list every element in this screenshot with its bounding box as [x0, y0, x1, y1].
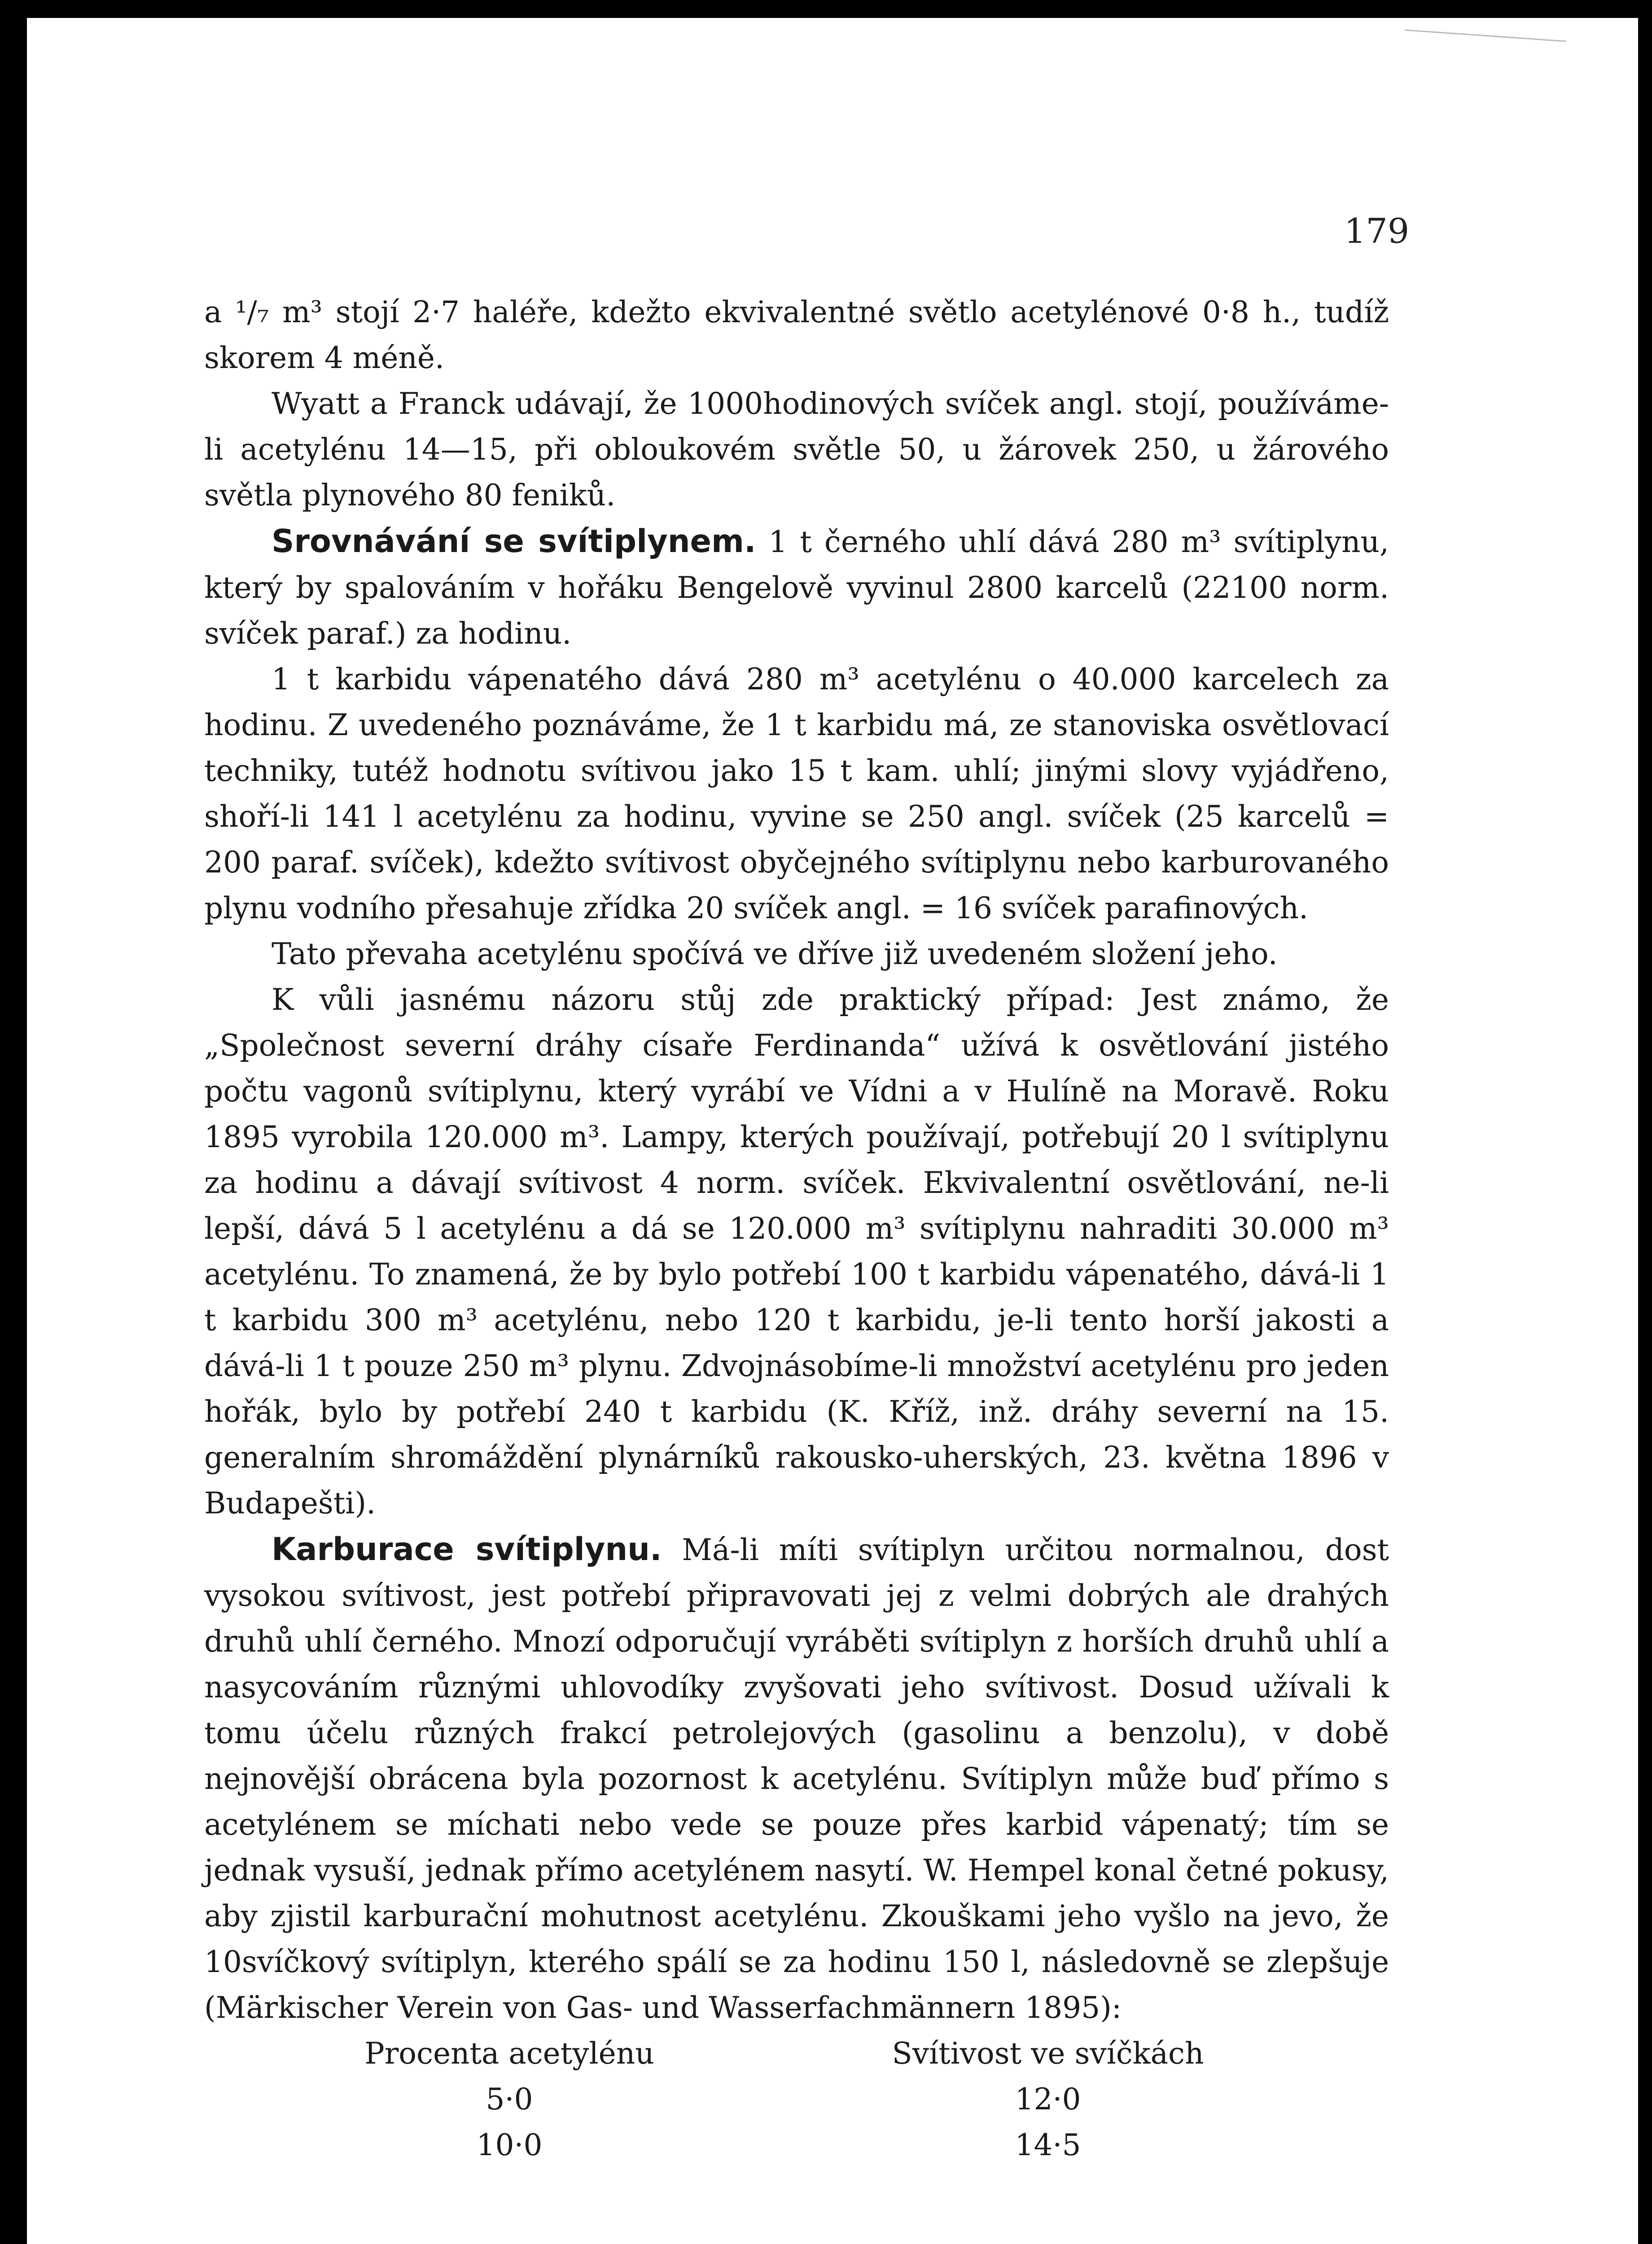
table-row	[204, 2077, 1389, 2122]
body-text	[204, 289, 1389, 2168]
data-table	[204, 2031, 1389, 2168]
page-number: 179	[1344, 211, 1410, 251]
section-heading: Srovnávání se svítiplynem.	[272, 523, 756, 560]
table-header	[204, 2031, 1389, 2077]
paragraph: Tato převaha acetylénu spočívá ve dříve již uvedeném složení jeho.	[272, 937, 1278, 971]
paragraph-text: Má-li míti svítiplyn určitou normalnou, dost vysokou svítivost, jest potřebí připravovati jej z velmi dobrých ale drahých druhů uhlí černého. Mnozí odporučují vyráběti svítiplyn z horších druhů uhlí a nasycováním různými uhlovodíky zvyšovati jeho svítivost. Dosud užívali k tomu účelu různých frakcí petrolejových (gasolinu a benzolu), v době nejnovější obrácena byla pozornost k acetylénu. Svítiplyn může buď přímo s acetylénem se míchati nebo vede se pouze přes karbid vápenatý; tím se jednak vysuší, jednak přímo acetylénem nasytí. W. Hempel konal četné pokusy, aby zjistil karburační mohutnost acetylénu. Zkouškami jeho vyšlo na jevo, že 10svíčkový svítiplyn, kterého spálí se za hodinu 150 l, následovně se zlepšuje (Märkischer Verein von Gas- und Wasserfachmännern 1895):	[204, 1533, 1389, 2025]
paragraph: Wyatt a Franck udávají, že 1000hodinových svíček angl. stojí, používáme-li acetylénu 14—15, při obloukovém světle 50, u žárovek 250, u žárového světla plynového 80 feniků.	[204, 386, 1389, 513]
table-header-cell: Svítivost ve svíčkách	[892, 2036, 1204, 2071]
table-cell: 12·0	[1015, 2082, 1081, 2117]
table-header-cell: Procenta acetylénu	[364, 2036, 654, 2071]
paragraph: a ¹/₇ m³ stojí 2·7 haléře, kdežto ekvivalentné světlo acetylénové 0·8 h., tudíž skorem 4 méně.	[204, 295, 1389, 375]
paragraph: K vůli jasnému názoru stůj zde praktický případ: Jest známo, že „Společnost severní dráhy císaře Ferdinanda“ užívá k osvětlování jistého počtu vagonů svítiplynu, který vyrábí ve Vídni a v Hulíně na Moravě. Roku 1895 vyrobila 120.000 m³. Lampy, kterých používají, potřebují 20 l svítiplynu za hodinu a dávají svítivost 4 norm. svíček. Ekvivalentní osvětlování, ne-li lepší, dává 5 l acetylénu a dá se 120.000 m³ svítiplynu nahraditi 30.000 m³ acetylénu. To znamená, že by bylo potřebí 100 t karbidu vápenatého, dává-li 1 t karbidu 300 m³ acetylénu, nebo 120 t karbidu, je-li tento horší jakosti a dává-li 1 t pouze 250 m³ plynu. Zdvojnásobíme-li množství acetylénu pro jeden hořák, bylo by potřebí 240 t karbidu (K. Kříž, inž. dráhy severní na 15. generalním shromáždění plynárníků rakousko-uherských, 23. května 1896 v Budapešti).	[204, 982, 1389, 1521]
table-cell: 14·5	[1015, 2128, 1081, 2162]
paragraph	[204, 1526, 1389, 2031]
paragraph	[204, 518, 1389, 657]
scan-streak	[1405, 29, 1566, 42]
table-cell: 5·0	[486, 2082, 533, 2117]
scanned-page	[27, 18, 1638, 2244]
paragraph-text: 1 t černého uhlí dává 280 m³ svítiplynu, který by spalováním v hořáku Bengelově vyvinul 2800 karcelů (22100 norm. svíček paraf.) za hodinu.	[204, 525, 1389, 651]
table-row	[204, 2122, 1389, 2168]
section-heading: Karburace svítiplynu.	[272, 1531, 662, 1568]
paragraph: 1 t karbidu vápenatého dává 280 m³ acetylénu o 40.000 karcelech za hodinu. Z uvedeného poznáváme, že 1 t karbidu má, ze stanoviska osvětlovací techniky, tutéž hodnotu svítivou jako 15 t kam. uhlí; jinými slovy vyjádřeno, shoří-li 141 l acetylénu za hodinu, vyvine se 250 angl. svíček (25 karcelů = 200 paraf. svíček), kdežto svítivost obyčejného svítiplynu nebo karburovaného plynu vodního přesahuje zřídka 20 svíček angl. = 16 svíček parafinových.	[204, 662, 1389, 925]
table-cell: 10·0	[476, 2128, 543, 2162]
